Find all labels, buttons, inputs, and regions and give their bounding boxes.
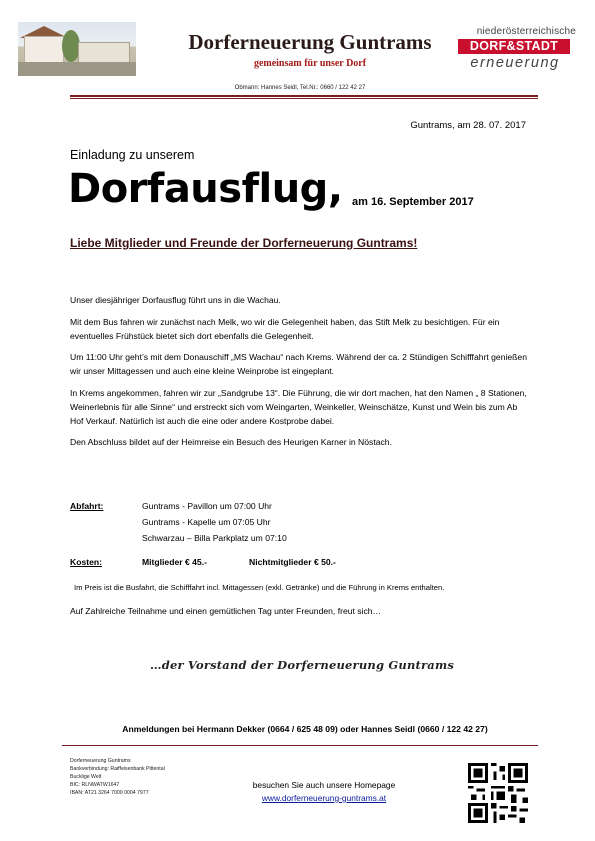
homepage-link[interactable]: www.dorferneuerung-guntrams.at <box>261 793 387 803</box>
footer-line: Dorferneuerung Guntrams <box>70 758 131 764</box>
header-rule <box>70 95 538 97</box>
chairman-contact: Obmann: Hannes Seidl, Tel.Nr.: 0660 / 122 42 27 <box>234 85 366 91</box>
footer-line: IBAN: AT21 3264 7000 0004 7977 <box>70 790 149 796</box>
event-title: Dorfausflug, <box>68 166 343 212</box>
closing-line: Auf Zahlreiche Teilnahme und einen gemütlichen Tag unter Freunden, freut sich… <box>70 606 382 616</box>
org-subtitle: gemeinsam für unser Dorf <box>253 58 367 69</box>
paragraph: Um 11:00 Uhr geht’s mit dem Donauschiff „MS Wachau“ nach Krems. Während der ca. 2 Stündigen Schifffahrt genießen wir unser Mittagessen und auch eine kleine Weinprobe ist eingeplant. <box>70 352 527 376</box>
paragraph: In Krems angekommen, fahren wir zur „Sandgrube 13“. Die Führung, die wir dort machen, hat den Namen „ 8 Stationen, Weinerlebnis für alle Sinne“ und erstreckt sich vom Weingarten, Weinkeller, Weinschätze, Kunst und Wein bis zum Ab Hof Verkauf. Natürlich ist auch die eine oder andere Kostprobe dabei. <box>70 387 527 426</box>
homepage-block <box>226 779 422 805</box>
paragraph: Unser diesjähriger Dorfausflug führt uns in die Wachau. <box>70 295 281 305</box>
village-photo <box>18 22 136 76</box>
member-price: Mitglieder € 45.- <box>142 557 207 567</box>
bank-details <box>70 757 165 797</box>
registration-info: Anmeldungen bei Hermann Dekker (0664 / 625 48 09) oder Hannes Seidl (0660 / 122 42 27) <box>122 724 488 734</box>
event-date: am 16. September 2017 <box>352 196 474 208</box>
departure-label: Abfahrt: <box>70 501 104 511</box>
footer-rule <box>62 745 538 746</box>
footer-line: Bucklige Welt <box>70 774 102 780</box>
logo-top-text: niederösterreichische <box>476 26 576 37</box>
logo-box-text: DORF&STADT <box>458 39 570 54</box>
qr-code <box>468 763 528 823</box>
greeting: Liebe Mitglieder und Freunde der Dorferneuerung Guntrams! <box>70 236 418 250</box>
non-member-price: Nichtmitglieder € 50.- <box>249 557 336 567</box>
homepage-text: besuchen Sie auch unsere Homepage <box>252 780 396 790</box>
signature: …der Vorstand der Dorferneuerung Guntrams <box>150 658 454 672</box>
footer-line: Bankverbindung: Raiffeisenbank Pittental <box>70 766 165 772</box>
costs-label: Kosten: <box>70 557 102 567</box>
price-note: Im Preis ist die Busfahrt, die Schifffahrt incl. Mittagessen (exkl. Getränke) und die Führung in Krems enthalten. <box>74 583 445 592</box>
departure-stop: Guntrams - Pavillon um 07:00 Uhr <box>142 501 272 511</box>
departure-stop: Schwarzau – Billa Parkplatz um 07:10 <box>142 533 287 543</box>
paragraph: Den Abschluss bildet auf der Heimreise ein Besuch des Heurigen Karner in Nöstach. <box>70 437 392 447</box>
letter-body <box>70 293 532 457</box>
dorf-stadt-erneuerung-logo <box>456 26 576 72</box>
paragraph: Mit dem Bus fahren wir zunächst nach Melk, wo wir die Gelegenheit haben, das Stift Melk zu besichtigen. Für ein eventuelles Frühstück bietet sich dort ebenfalls die Gelegenheit. <box>70 316 500 341</box>
logo-bottom-text: erneuerung <box>470 55 560 71</box>
date-line: Guntrams, am 28. 07. 2017 <box>410 120 526 131</box>
footer-line: BIC: RLNWATW1647 <box>70 782 120 788</box>
org-title: Dorferneuerung Guntrams <box>188 30 432 54</box>
departure-stop: Guntrams - Kapelle um 07:05 Uhr <box>142 517 271 527</box>
header-rule-thin <box>70 98 538 99</box>
invitation-intro: Einladung zu unserem <box>70 148 195 162</box>
